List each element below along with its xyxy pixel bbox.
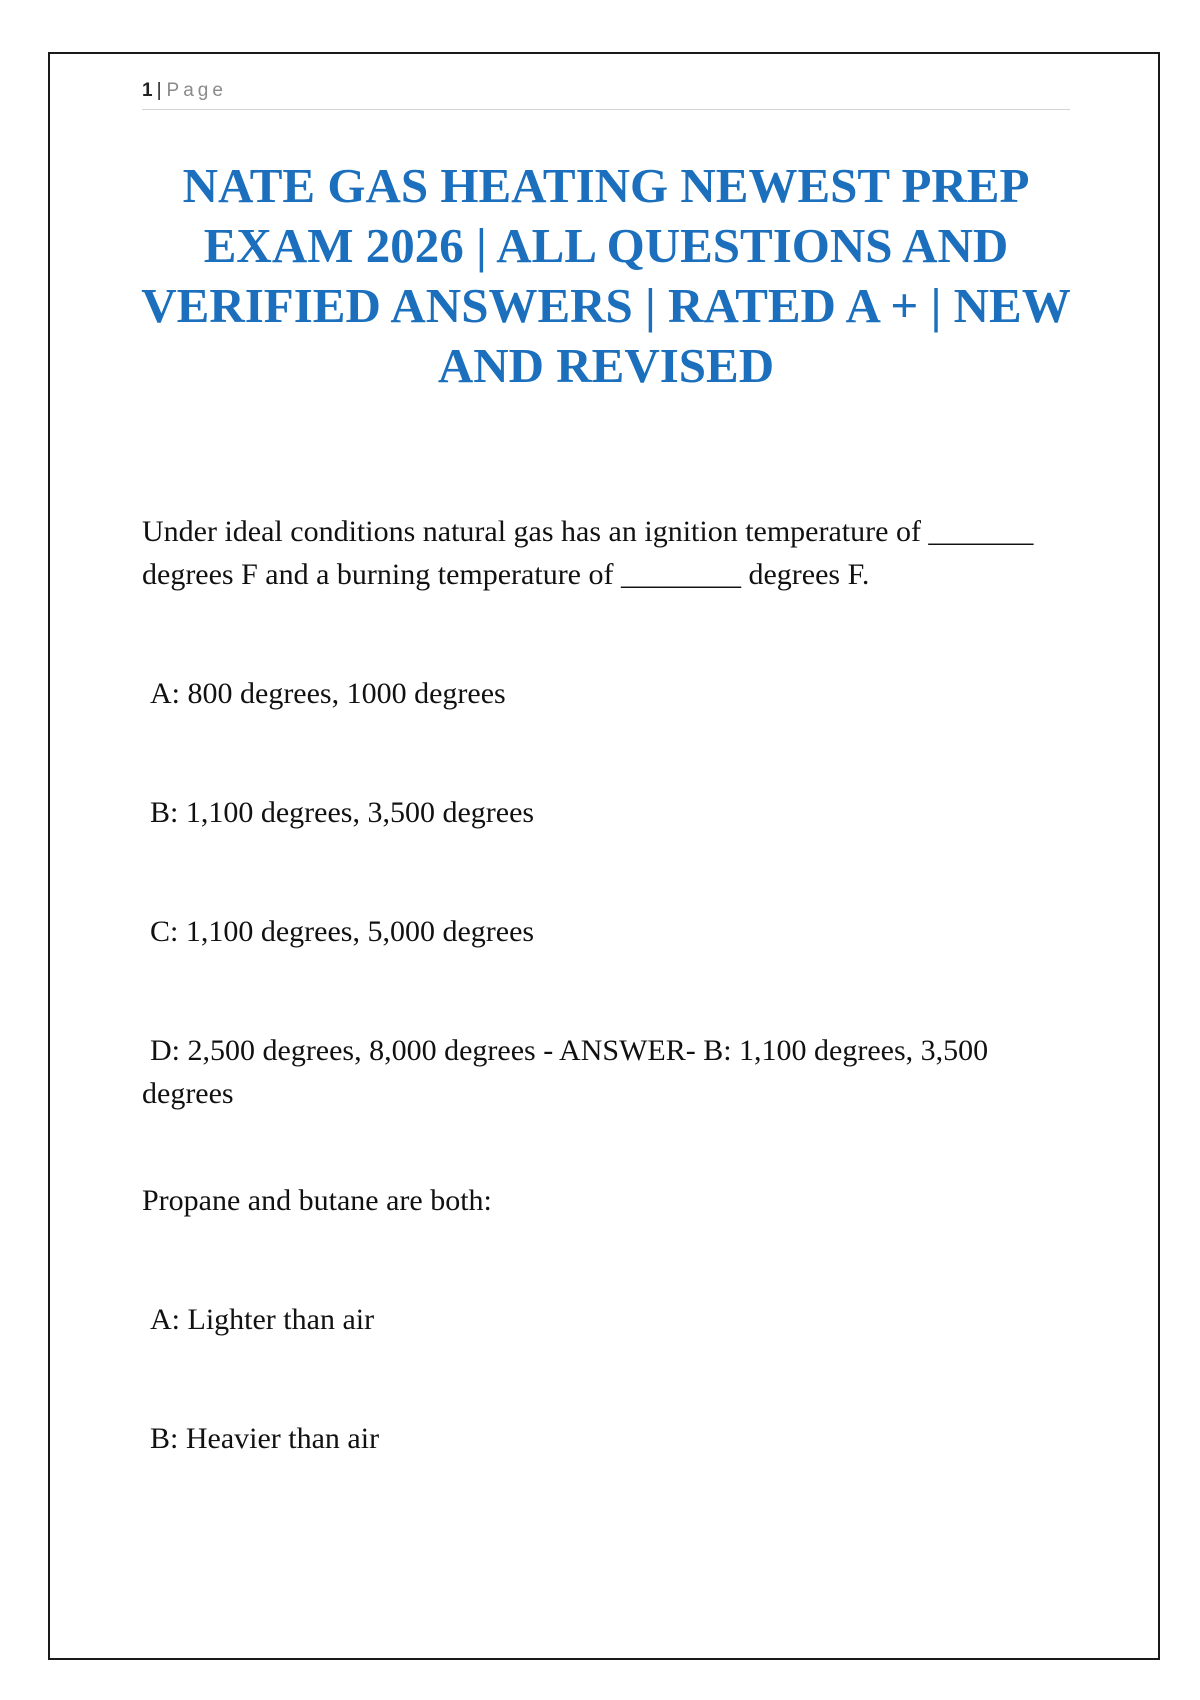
- page-header: [142, 80, 1070, 110]
- question-2-option-a: A: Lighter than air: [150, 1303, 375, 1336]
- document-title: NATE GAS HEATING NEWEST PREP EXAM 2026 | ALL QUESTIONS AND VERIFIED ANSWERS | RATED A + | NEW AND REVISED: [141, 158, 1071, 393]
- questions-content: [142, 510, 1072, 1460]
- question-2-option-b: B: Heavier than air: [150, 1422, 380, 1455]
- page-separator: |: [156, 80, 162, 101]
- question-1-option-a: A: 800 degrees, 1000 degrees: [150, 677, 506, 710]
- question-1-prompt: Under ideal conditions natural gas has an ignition temperature of _______ degrees F and a burning temperature of ________ degrees F.: [142, 515, 1034, 591]
- question-1-option-c: C: 1,100 degrees, 5,000 degrees: [150, 915, 535, 948]
- question-2-prompt: Propane and butane are both:: [142, 1184, 492, 1217]
- question-1-option-b: B: 1,100 degrees, 3,500 degrees: [150, 796, 535, 829]
- question-1-option-d-answer: D: 2,500 degrees, 8,000 degrees - ANSWER- B: 1,100 degrees, 3,500 degrees: [142, 1034, 989, 1110]
- page-number: 1: [142, 80, 153, 101]
- page-label: Page: [166, 80, 227, 101]
